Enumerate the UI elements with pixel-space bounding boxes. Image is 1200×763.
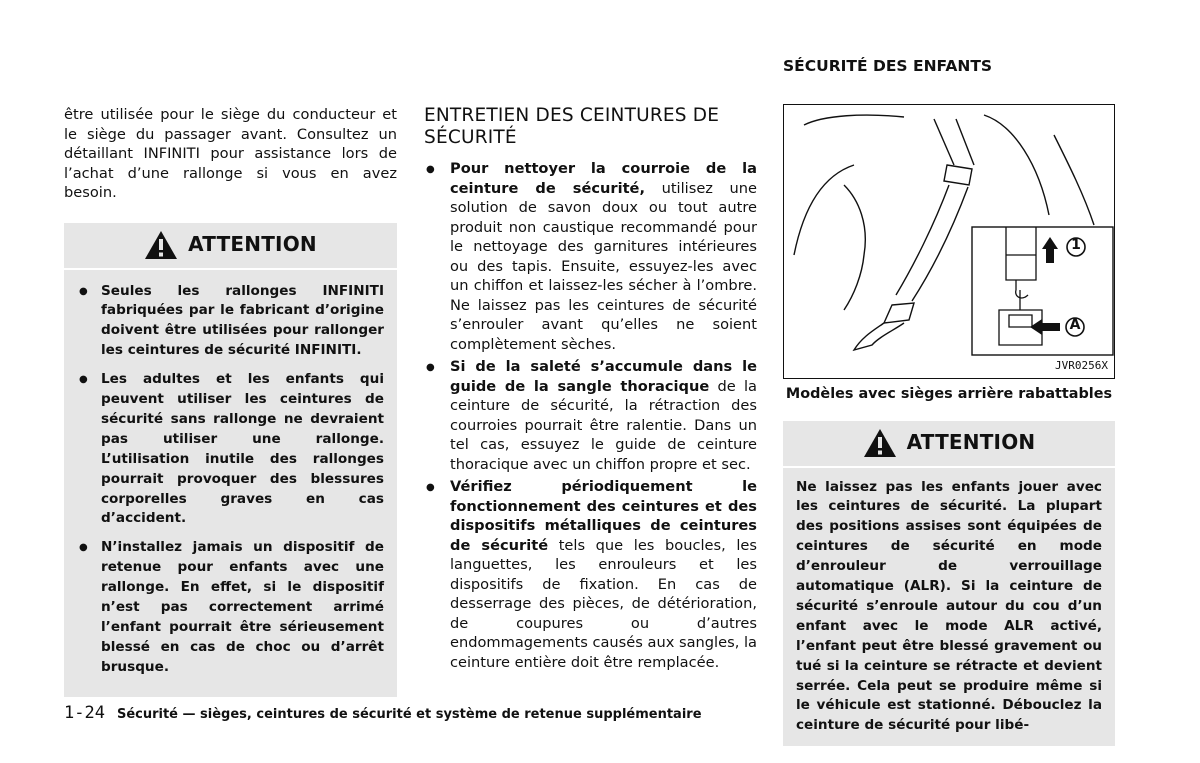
warning-item: ● Les adultes et les enfants qui peuvent utiliser les ceintures de sécurité sans rallonge ne devraient pas utiliser une rallonge. L’utilisation inutile des rallonges pourrait provoquer des blessures corporelles graves en cas d’accident. (77, 370, 384, 529)
page-header: SÉCURITÉ DES ENFANTS (783, 57, 993, 75)
list-item-lead: Si de la saleté s’accumule dans le guide de la sangle thoracique (450, 358, 757, 395)
warning-title: ATTENTION (188, 232, 317, 257)
list-item-text: tels que les boucles, les languettes, les enrouleurs et les dispositifs de fixation. En cas de desserrage des pièces, de détérioration, de coupures ou d’autres endommagements causés aux sangles, la ceinture entière doit être remplacée. (450, 536, 757, 671)
warning-header (64, 223, 397, 270)
seatbelt-illustration (784, 105, 1114, 378)
section-title: ENTRETIEN DES CEINTURES DE SÉCURITÉ (424, 105, 720, 148)
list-item-text: de la ceinture de sécurité, la rétraction des courroies pourrait être ralentie. Dans un tel cas, essuyez le guide de ceinture thoracique avec un chiffon propre et sec. (450, 377, 757, 473)
callout-label-a: A (1069, 317, 1081, 333)
seatbelt-figure (783, 104, 1115, 379)
list-item (424, 357, 757, 474)
maintenance-list (424, 159, 757, 672)
warning-triangle-icon (144, 230, 178, 260)
warning-item: ● Seules les rallonges INFINITI fabriquées par le fabricant d’origine doivent être utilisées pour rallonger les ceintures de sécurité INFINITI. (77, 282, 384, 362)
warning-title: ATTENTION (906, 430, 1036, 455)
callout-label-1: 1 (1071, 237, 1081, 253)
figure-code: JVR0256X (1055, 358, 1108, 372)
footer-title: Sécurité — sièges, ceintures de sécurité et système de retenue supplémentaire (116, 707, 702, 722)
list-item-lead: Pour nettoyer la courroie de la ceinture de sécurité, (450, 160, 757, 197)
list-item (424, 159, 757, 354)
page-footer (64, 703, 702, 723)
warning-item: ● N’installez jamais un dispositif de retenue pour enfants avec une rallonge. En effet, si le dispositif n’est pas correctement arrimé l’enfant pourrait être sérieusement blessé en cas de choc ou d’arrêt brusque. (77, 538, 384, 677)
warning-body (64, 270, 397, 697)
warning-box-right (783, 421, 1115, 747)
column-left (64, 105, 397, 697)
figure-caption: Modèles avec sièges arrière rabattables (785, 386, 1113, 402)
page-number: 1-24 (64, 703, 105, 723)
intro-paragraph: être utilisée pour le siège du conducteur et le siège du passager avant. Consultez un détaillant INFINITI pour assistance lors de l’achat d’une rallonge si vous en avez besoin. (64, 106, 397, 201)
list-item (424, 477, 757, 672)
warning-triangle-icon (863, 428, 897, 458)
warning-header (783, 421, 1115, 468)
column-right (783, 52, 1115, 746)
warning-box-left (64, 223, 397, 697)
warning-body: Ne laissez pas les enfants jouer avec les ceintures de sécurité. La plupart des positions assises sont équipées de ceintures de sécurité en mode d’enrouleur de verrouillage automatique (ALR). Si la ceinture de sécurité s’enroule autour du cou d’un enfant avec le mode ALR activé, l’enfant peut être blessé gravement ou tué si la ceinture se rétracte et devient serrée. Cela peut se produire même si le véhicule est stationné. Débouclez la ceinture de sécurité pour libé- (796, 478, 1102, 734)
column-middle (424, 105, 757, 675)
list-item-lead: Vérifiez périodiquement le fonctionnement des ceintures et des dispositifs métalliques de ceintures de sécurité (450, 478, 757, 554)
list-item-text: utilisez une solution de savon doux ou tout autre produit non caustique recommandé pour le nettoyage des garnitures intérieures ou des tapis. Ensuite, essuyez-les avec un chiffon et laissez-les sécher à l’ombre. Ne laissez pas les ceintures de sécurité s’enrouler avant qu’elles ne soient complètement sèches. (450, 179, 757, 353)
